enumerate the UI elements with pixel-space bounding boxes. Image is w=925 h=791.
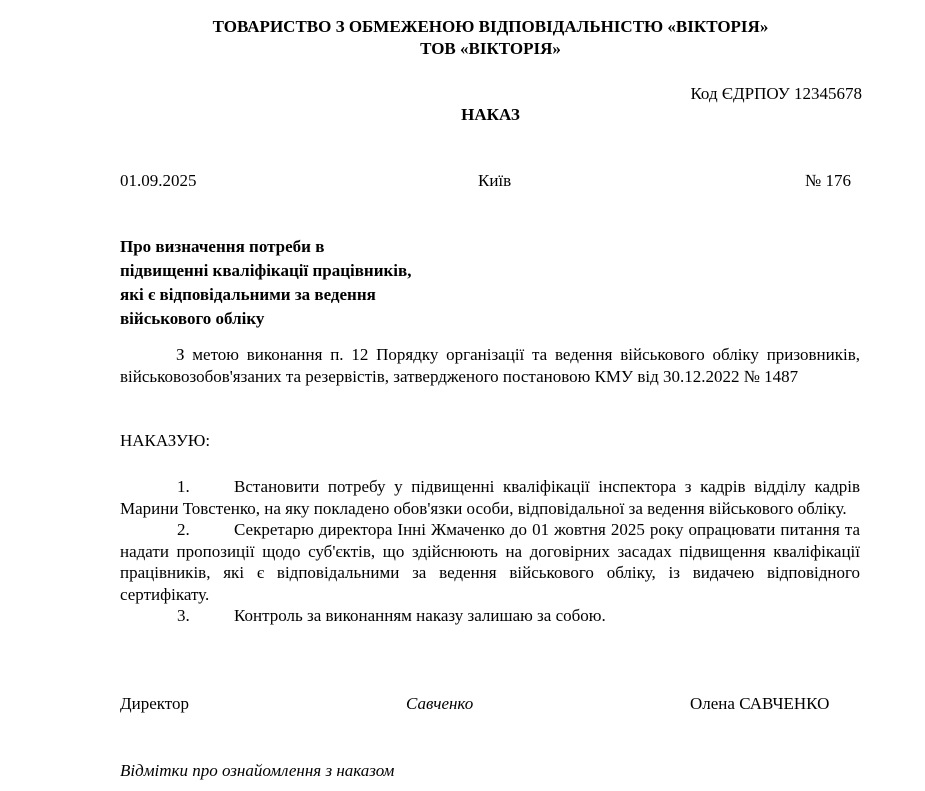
signatory-position: Директор [120, 694, 189, 713]
subject-line: які є відповідальними за ведення [120, 285, 376, 304]
subject-line: військового обліку [120, 309, 265, 328]
organization-full-name: ТОВАРИСТВО З ОБМЕЖЕНОЮ ВІДПОВІДАЛЬНІСТЮ «ВІКТОРІЯ» [212, 17, 769, 36]
order-directive-word: НАКАЗУЮ: [120, 431, 211, 450]
subject-line: Про визначення потреби в [120, 237, 325, 256]
order-item [120, 605, 860, 627]
organization-short-name: ТОВ «ВІКТОРІЯ» [420, 39, 561, 58]
order-date: 01.09.2025 [120, 171, 197, 190]
order-city: Київ [478, 171, 512, 190]
order-item [120, 519, 860, 605]
order-item-text: Встановити потребу у підвищенні кваліфікації інспектора з кадрів відділу кадрів Марини Товстенко, на яку покладено обов'язки особи, відповідальної за ведення військового обліку. [120, 477, 860, 518]
handwritten-signature: Савченко [406, 694, 474, 713]
order-preamble: З метою виконання п. 12 Порядку організації та ведення військового обліку призовників, військовозобов'язаних та резервістів, затвердженого постановою КМУ від 30.12.2022 № 1487 [120, 345, 860, 386]
edrpou-code: Код ЄДРПОУ 12345678 [690, 84, 862, 103]
acknowledgment-note: Відмітки про ознайомлення з наказом [120, 761, 395, 780]
order-subject [120, 235, 411, 331]
order-item-number: 3. [177, 606, 190, 625]
order-item-number: 2. [177, 520, 190, 539]
order-items-list [120, 476, 860, 627]
document-type-title: НАКАЗ [461, 105, 520, 124]
subject-line: підвищенні кваліфікації працівників, [120, 261, 412, 280]
order-item [120, 476, 860, 519]
order-number: № 176 [805, 171, 851, 190]
organization-header [0, 16, 925, 60]
order-item-number: 1. [177, 477, 190, 496]
order-item-text: Секретарю директора Інні Жмаченко до 01 жовтня 2025 року опрацювати питання та надати пропозиції щодо суб'єктів, що здійснюють на договірних засадах підвищення кваліфікації працівників, які є відповідальними за ведення військового обліку, із видачею відповідного сертифікату. [120, 520, 860, 604]
order-item-text: Контроль за виконанням наказу залишаю за собою. [234, 606, 606, 625]
signatory-full-name: Олена САВЧЕНКО [690, 694, 830, 713]
